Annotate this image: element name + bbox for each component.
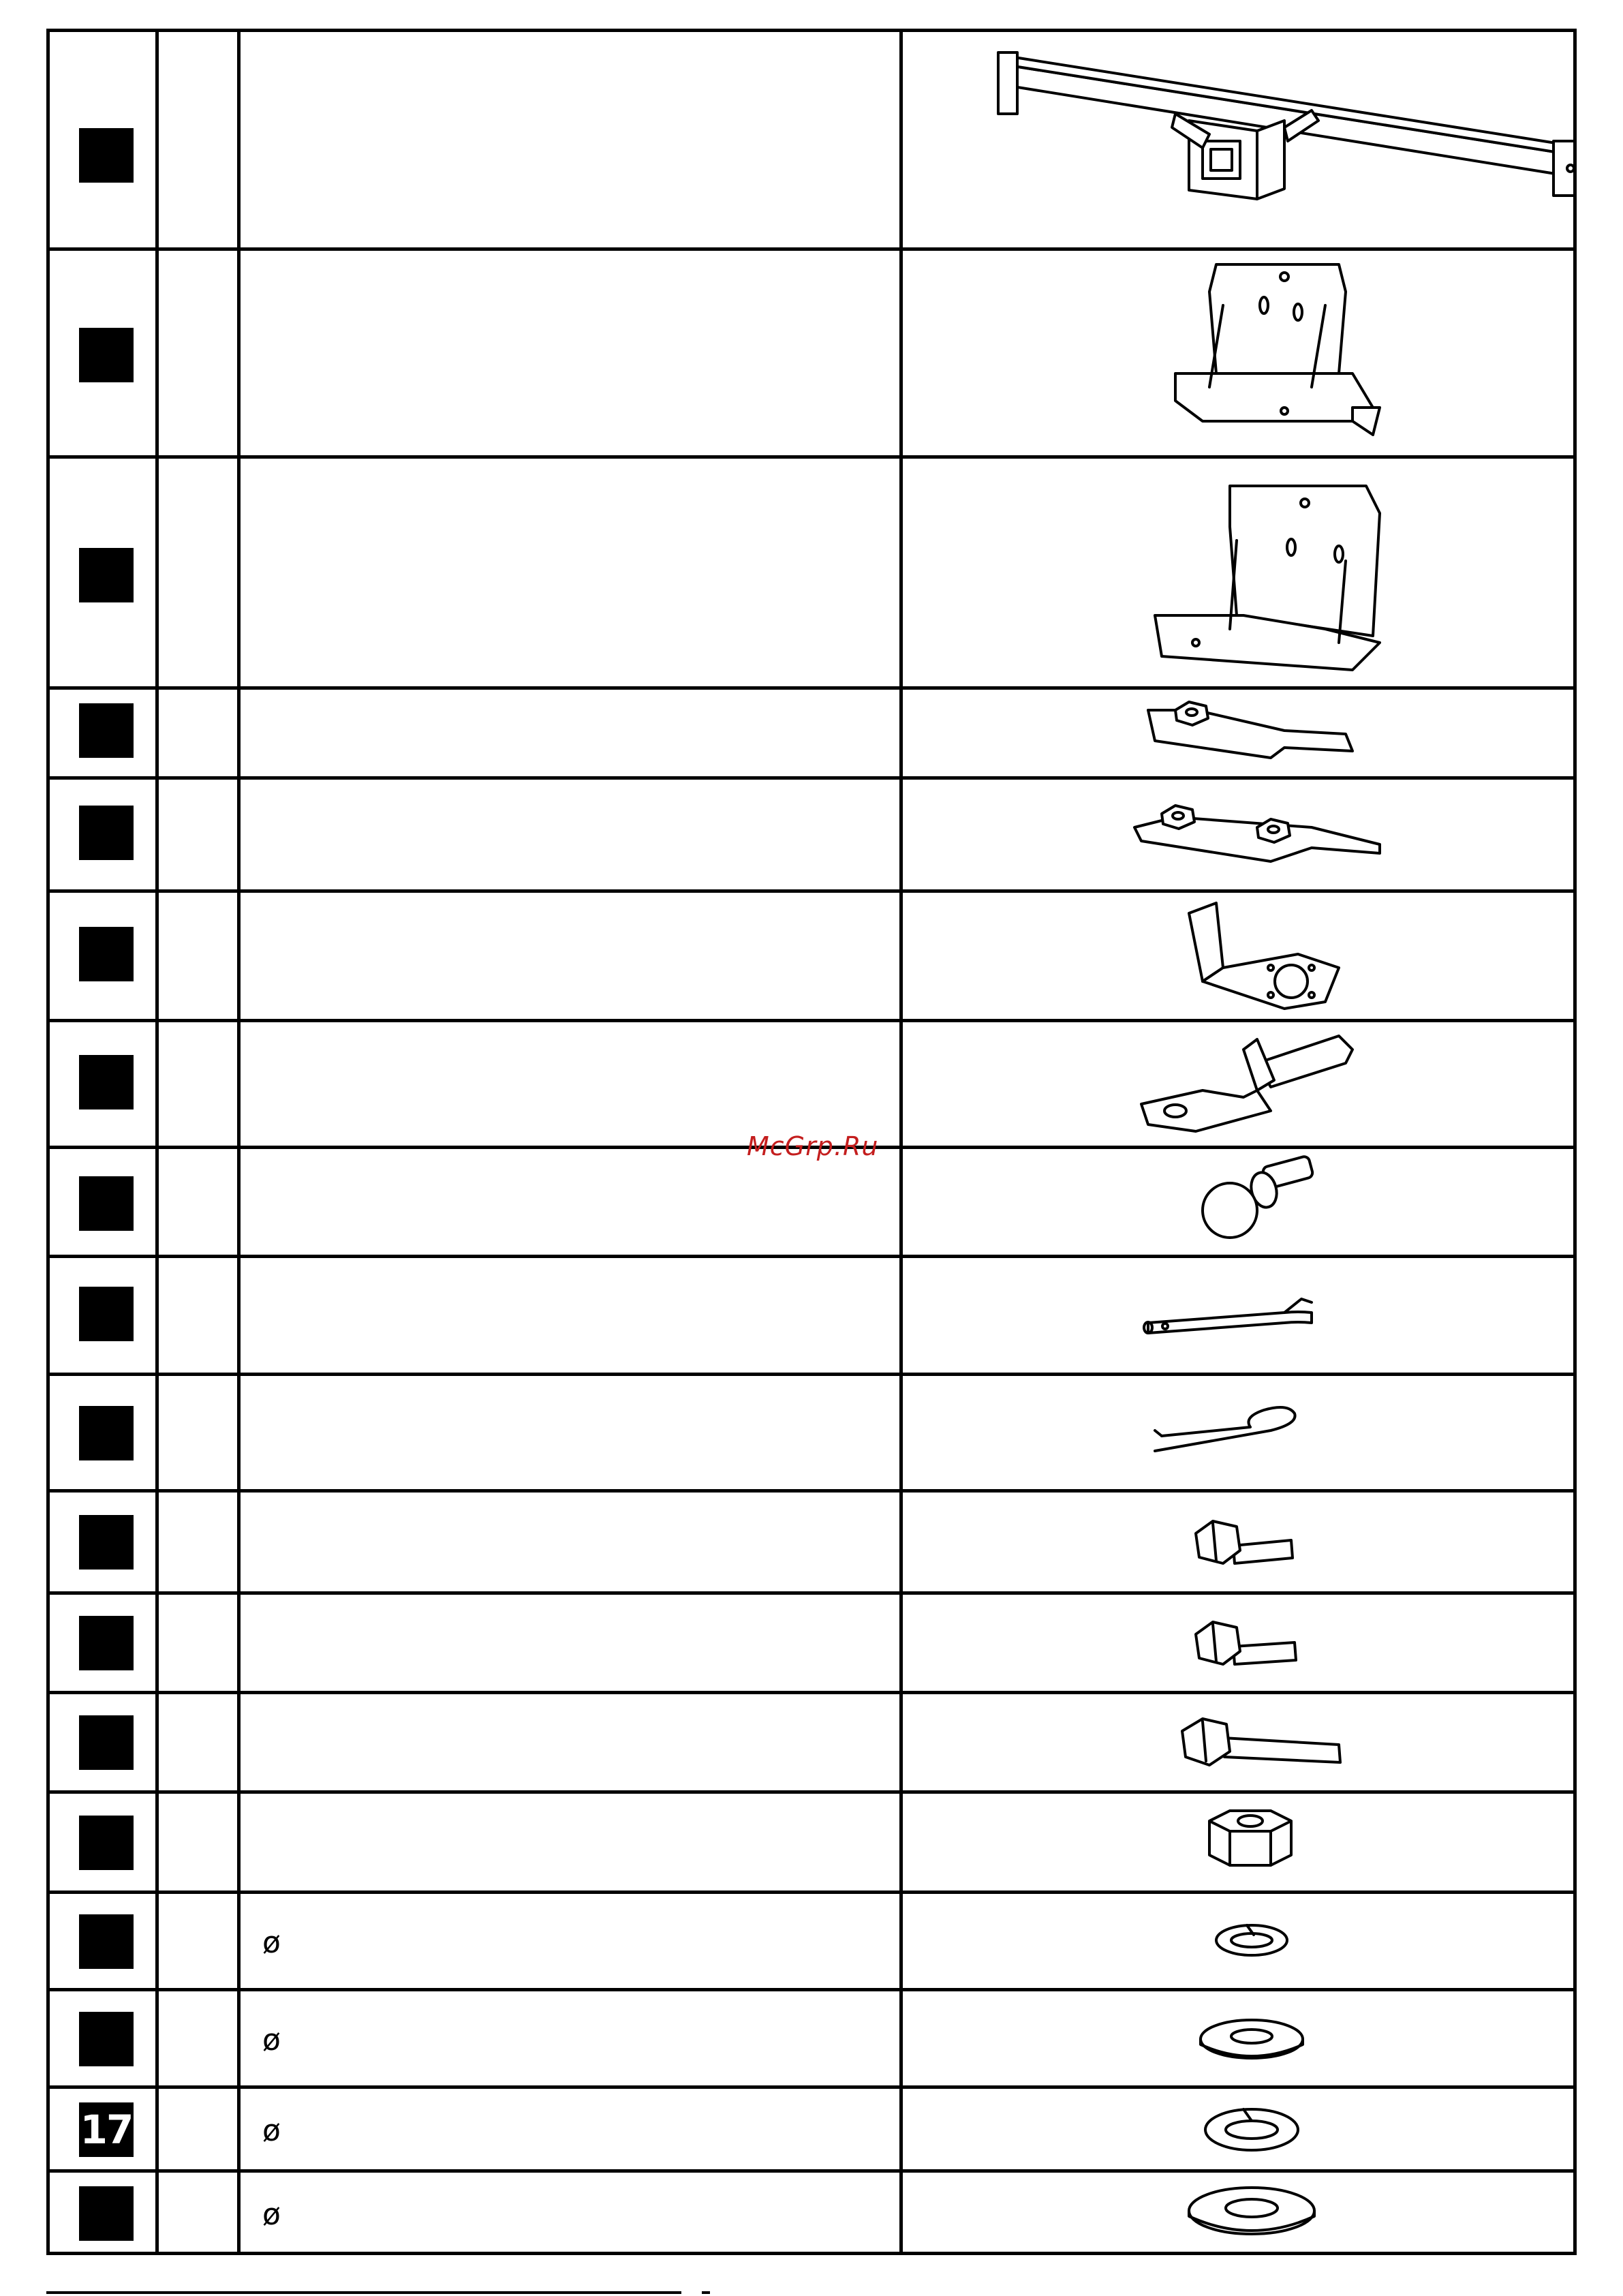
short-bolt-icon xyxy=(903,1595,1573,1691)
part-number xyxy=(79,328,134,382)
part-row-15 xyxy=(50,1894,1573,1991)
part-row-4 xyxy=(50,690,1573,780)
part-number xyxy=(79,2186,134,2241)
column-divider xyxy=(155,32,159,2252)
part-row-2 xyxy=(50,251,1573,459)
part-number xyxy=(79,1715,134,1770)
part-description: ø xyxy=(262,2023,281,2057)
part-number xyxy=(79,1616,134,1670)
part-row-14 xyxy=(50,1794,1573,1894)
part-number xyxy=(79,128,134,183)
part-number xyxy=(79,927,134,981)
part-number xyxy=(79,1515,134,1570)
part-description: ø xyxy=(262,2113,281,2148)
part-row-13 xyxy=(50,1694,1573,1794)
r-clip-icon xyxy=(903,1376,1573,1489)
towbar-crossbeam-icon xyxy=(903,32,1573,247)
single-nut-plate-icon xyxy=(903,690,1573,776)
part-row-3 xyxy=(50,459,1573,690)
part-number xyxy=(79,1816,134,1870)
part-row-7 xyxy=(50,1022,1573,1149)
part-description: ø xyxy=(262,1925,281,1960)
part-description: ø xyxy=(262,2197,281,2232)
short-bolt-icon xyxy=(903,1493,1573,1591)
part-number: 17 xyxy=(79,2102,134,2157)
part-number xyxy=(79,1406,134,1460)
column-divider xyxy=(237,32,241,2252)
footer-line xyxy=(46,2291,681,2294)
part-number xyxy=(79,703,134,758)
double-nut-plate-icon xyxy=(903,780,1573,889)
part-row-8 xyxy=(50,1149,1573,1258)
part-row-18 xyxy=(50,2173,1573,2255)
part-number xyxy=(79,1055,134,1109)
part-number xyxy=(79,1914,134,1969)
part-row-16 xyxy=(50,1991,1573,2089)
part-number xyxy=(79,1176,134,1231)
watermark: McGrp.Ru xyxy=(747,1131,879,1161)
socket-plate-icon xyxy=(903,893,1573,1019)
part-row-6 xyxy=(50,893,1573,1022)
flat-washer-icon xyxy=(903,1991,1573,2085)
footer-mark xyxy=(702,2291,710,2294)
part-row-12 xyxy=(50,1595,1573,1694)
part-row-1 xyxy=(50,32,1573,251)
part-number xyxy=(79,2012,134,2066)
tow-ball-icon xyxy=(903,1149,1573,1255)
part-number xyxy=(79,1287,134,1341)
hex-nut-icon xyxy=(903,1794,1573,1891)
large-flat-washer-icon xyxy=(903,2173,1573,2255)
part-row-11 xyxy=(50,1493,1573,1595)
part-row-17 xyxy=(50,2089,1573,2173)
ball-mount-icon xyxy=(903,1022,1573,1146)
right-mounting-bracket-icon xyxy=(903,459,1573,686)
hitch-pin-icon xyxy=(903,1258,1573,1373)
part-row-9 xyxy=(50,1258,1573,1376)
part-row-5 xyxy=(50,780,1573,893)
left-mounting-bracket-icon xyxy=(903,251,1573,455)
spring-washer-icon xyxy=(903,1894,1573,1988)
column-divider xyxy=(899,32,903,2252)
part-number xyxy=(79,806,134,860)
part-number xyxy=(79,548,134,602)
spring-washer-icon xyxy=(903,2089,1573,2169)
long-bolt-icon xyxy=(903,1694,1573,1790)
part-row-10 xyxy=(50,1376,1573,1493)
